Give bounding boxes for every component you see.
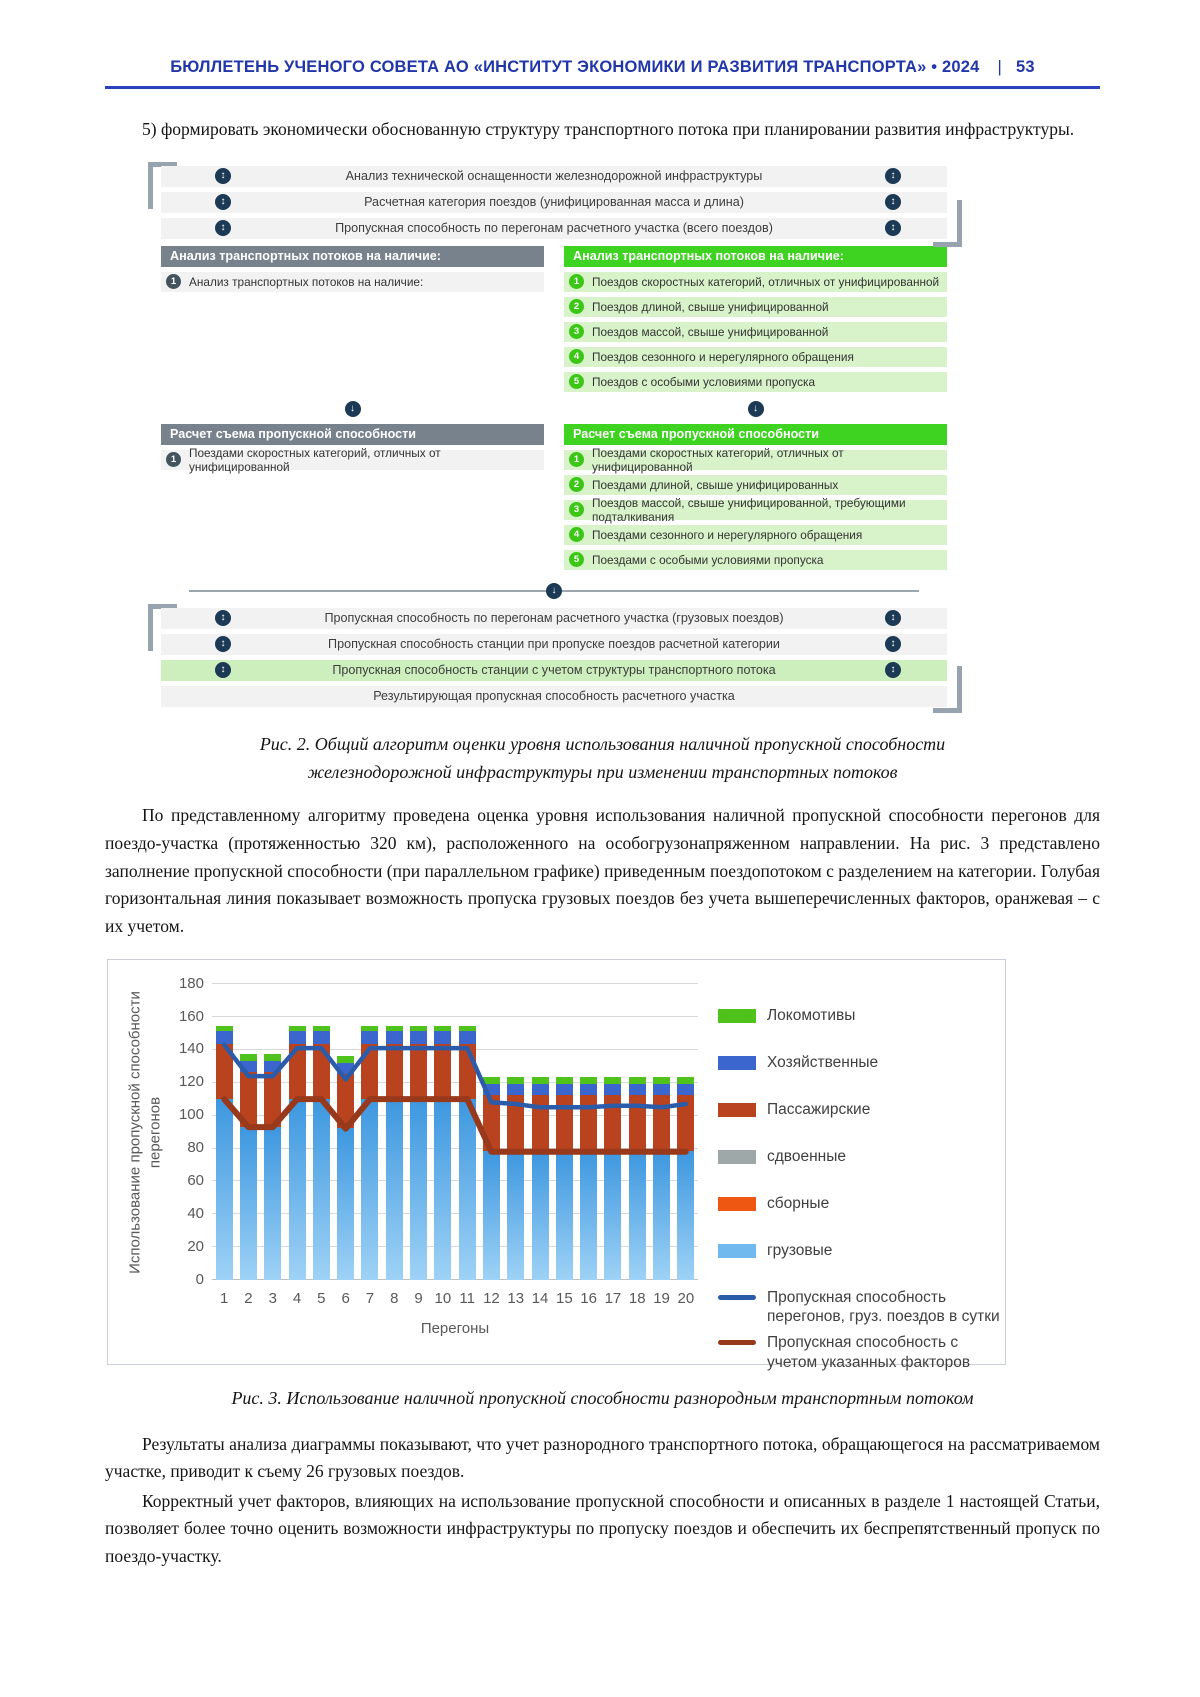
analysis-right-item-4-label: Поездов сезонного и нерегулярного обращения: [592, 349, 854, 364]
calc-right-item-3-label: Поездов массой, свыше унифицированной, требующими подталкивания: [592, 495, 906, 524]
fig2-top-block: [161, 166, 947, 239]
legend-label: Хозяйственные: [767, 1053, 879, 1071]
updown-arrow-icon: ↕: [885, 662, 901, 678]
calc-left-item-1-label: Поездами скоростных категорий, отличных от унифицированной: [189, 445, 441, 474]
y-tick-label: 100: [178, 1106, 204, 1124]
x-axis-title: Перегоны: [420, 1319, 490, 1337]
x-tick-label: 18: [628, 1289, 646, 1307]
y-tick-label: 120: [178, 1073, 204, 1091]
number-badge: 3: [569, 502, 584, 517]
fig2-bottom-row-4-label: Результирующая пропускная способность расчетного участка: [373, 689, 735, 704]
x-tick-label: 15: [555, 1289, 573, 1307]
x-tick-label: 9: [414, 1289, 423, 1307]
fig2-bottom-row-3: [161, 660, 947, 681]
analysis-right-item-3: [564, 322, 947, 342]
legend-swatch: [718, 1009, 756, 1023]
legend-swatch: [718, 1103, 756, 1117]
updown-arrow-icon: ↕: [215, 610, 231, 626]
number-badge: 5: [569, 374, 584, 389]
legend-label: Пропускная способность перегонов, груз. поездов в сутки: [767, 1288, 1000, 1325]
analysis-right-item-2-label: Поездов длиной, свыше унифицированной: [592, 299, 829, 314]
legend-label: Пропускная способность с учетом указанных факторов: [767, 1334, 971, 1371]
x-tick-label: 6: [341, 1289, 350, 1307]
legend-swatch: [718, 1056, 756, 1070]
y-tick-label: 80: [187, 1139, 204, 1157]
paragraph-3: Результаты анализа диаграммы показывают, что учет разнородного транспортного потока, обращающегося на рассматриваемом участке, приводит к съему 26 грузовых поездов.: [105, 1433, 1100, 1482]
analysis-left-section: [161, 246, 544, 292]
y-axis-title-line1: Использование пропускной способности: [126, 990, 144, 1274]
legend-label: Пассажирские: [767, 1100, 871, 1118]
updown-arrow-icon: ↕: [215, 662, 231, 678]
capacity-lines: [212, 984, 698, 1280]
x-tick-label: 4: [292, 1289, 302, 1307]
legend-item: [718, 1100, 1000, 1120]
legend-item: [718, 1194, 1000, 1214]
number-badge: 1: [569, 274, 584, 289]
fig2-top-row-3: [161, 218, 947, 239]
legend-item: [718, 1333, 1000, 1372]
analysis-right-item-2: [564, 297, 947, 317]
y-tick-label: 60: [187, 1171, 204, 1189]
legend-swatch: [718, 1295, 756, 1300]
number-badge: 4: [569, 349, 584, 364]
figure2-caption-line1: Рис. 2. Общий алгоритм оценки уровня использования наличной пропускной способности: [259, 733, 946, 754]
y-tick-label: 160: [178, 1007, 204, 1025]
number-badge: 3: [569, 324, 584, 339]
legend-item: [718, 1241, 1000, 1261]
calc-right-item-1: [564, 445, 947, 474]
legend-swatch: [718, 1340, 756, 1345]
x-axis-ticks: [212, 1290, 698, 1310]
fig2-top-row-1-label: Анализ технической оснащенности железнодорожной инфраструктуры: [345, 169, 763, 184]
calc-right-item-3: [564, 495, 947, 524]
fig2-bottom-row-2: [161, 634, 947, 655]
calc-right-item-5-label: Поездами с особыми условиями пропуска: [592, 552, 824, 567]
legend-swatch: [718, 1197, 756, 1211]
x-tick-label: 19: [653, 1289, 670, 1307]
fig2-bottom-row-3-label: Пропускная способность станции с учетом структуры транспортного потока: [332, 663, 776, 678]
analysis-right-item-5: [564, 372, 947, 392]
x-tick-label: 8: [390, 1289, 399, 1307]
fig2-calc-sections: [161, 424, 947, 570]
updown-arrow-icon: ↕: [885, 610, 901, 626]
updown-arrow-icon: ↕: [215, 220, 231, 236]
y-tick-label: 140: [178, 1040, 204, 1058]
calc-right-item-4: [564, 525, 947, 545]
analysis-right-header: Анализ транспортных потоков на наличие:: [564, 246, 947, 267]
number-badge: 4: [569, 527, 584, 542]
x-tick-label: 16: [580, 1289, 597, 1307]
legend-swatch: [718, 1244, 756, 1258]
plot-area: [212, 984, 698, 1280]
calc-left-section: [161, 424, 544, 474]
figure3-chart: [107, 959, 1006, 1371]
updown-arrow-icon: ↕: [885, 168, 901, 184]
calc-right-item-4-label: Поездами сезонного и нерегулярного обращения: [592, 527, 863, 542]
x-tick-label: 13: [507, 1289, 525, 1307]
legend-item: [718, 1147, 1000, 1167]
x-tick-label: 3: [268, 1289, 277, 1307]
paragraph-2: По представленному алгоритму проведена оценка уровня использования наличной пропускной способности перегонов для поездо-участка (протяженностью 320 км), расположенного на особогрузонапряженном направлении. На рис. 3 представлено заполнение пропускной способности (при параллельном графике) приведенным поездопотоком с разделением на категории. Голубая горизонтальная линия показывает возможность пропуска грузовых поездов без учета вышеперечисленных факторов, оранжевая – с их учетом.: [105, 805, 1100, 936]
number-badge: 2: [569, 477, 584, 492]
calc-right-item-5: [564, 550, 947, 570]
legend-item: [718, 1006, 1000, 1026]
updown-arrow-icon: ↕: [885, 194, 901, 210]
number-badge: 1: [166, 452, 181, 467]
legend-item: [718, 1288, 1000, 1327]
legend-label: грузовые: [767, 1241, 833, 1259]
number-badge: 5: [569, 552, 584, 567]
number-badge: 2: [569, 299, 584, 314]
legend-label: Локомотивы: [767, 1006, 856, 1024]
legend-label: сдвоенные: [767, 1147, 846, 1165]
fig2-top-row-2: [161, 192, 947, 213]
paragraph-1: 5) формировать экономически обоснованную структуру транспортного потока при планировании развития инфраструктуры.: [142, 119, 1075, 139]
x-tick-label: 5: [317, 1289, 326, 1307]
fig2-section-arrows: [161, 401, 947, 417]
analysis-right-item-4: [564, 347, 947, 367]
y-tick-label: 40: [187, 1204, 204, 1222]
fig2-bottom-block: [161, 608, 947, 707]
legend-label: сборные: [767, 1194, 830, 1212]
calc-right-item-2: [564, 475, 947, 495]
updown-arrow-icon: ↕: [215, 636, 231, 652]
fig2-bottom-row-4: [161, 686, 947, 707]
legend-swatch: [718, 1150, 756, 1164]
figure2-caption: [105, 731, 1100, 787]
header-separator: |: [997, 58, 1003, 76]
updown-arrow-icon: ↕: [215, 194, 231, 210]
bulletin-title: БЮЛЛЕТЕНЬ УЧЕНОГО СОВЕТА АО «ИНСТИТУТ ЭКОНОМИКИ И РАЗВИТИЯ ТРАНСПОРТА» • 2024: [170, 58, 980, 76]
analysis-right-item-5-label: Поездов с особыми условиями пропуска: [592, 374, 816, 389]
calc-right-header: Расчет съема пропускной способности: [564, 424, 947, 445]
down-arrow-icon: ↓: [748, 401, 764, 417]
number-badge: 1: [569, 452, 584, 467]
number-badge: 1: [166, 274, 181, 289]
figure2-caption-line2: железнодорожной инфраструктуры при изменении транспортных потоков: [307, 761, 898, 782]
x-tick-label: 12: [483, 1289, 500, 1307]
x-tick-label: 1: [219, 1289, 229, 1307]
calc-right-item-1-label: Поездами скоростных категорий, отличных от унифицированной: [592, 445, 844, 474]
y-tick-label: 180: [178, 974, 204, 992]
x-tick-label: 7: [365, 1289, 375, 1307]
legend-item: [718, 1053, 1000, 1073]
x-tick-label: 17: [604, 1289, 622, 1307]
page-number: 53: [1016, 58, 1035, 76]
calc-right-section: [564, 424, 947, 570]
x-tick-label: 14: [531, 1289, 549, 1307]
analysis-right-item-1-label: Поездов скоростных категорий, отличных от унифицированной: [592, 274, 940, 289]
updown-arrow-icon: ↕: [885, 220, 901, 236]
fig2-top-row-2-label: Расчетная категория поездов (унифицированная масса и длина): [364, 195, 744, 210]
y-axis-ticks: [158, 974, 204, 1288]
x-tick-label: 11: [459, 1289, 475, 1307]
chart-legend: [718, 1006, 1000, 1380]
fig2-top-row-3-label: Пропускная способность по перегонам расчетного участка (всего поездов): [335, 221, 773, 236]
analysis-right-item-1: [564, 272, 947, 292]
figure2-flowchart: [161, 166, 947, 707]
fig2-connector: [161, 580, 947, 604]
down-arrow-icon: ↓: [345, 401, 361, 417]
fig2-analysis-sections: [161, 246, 947, 392]
x-tick-label: 2: [244, 1289, 253, 1307]
analysis-left-item-1: [161, 272, 544, 292]
fig2-bottom-row-2-label: Пропускная способность станции при пропуске поездов расчетной категории: [328, 637, 780, 652]
fig2-bottom-row-1: [161, 608, 947, 629]
fig2-bottom-row-1-label: Пропускная способность по перегонам расчетного участка (грузовых поездов): [324, 611, 784, 626]
fig2-top-row-1: [161, 166, 947, 187]
bulletin-header: [105, 58, 1100, 77]
header-rule: [105, 86, 1100, 89]
calc-left-item-1: [161, 445, 544, 474]
figure3-caption: Рис. 3. Использование наличной пропускной способности разнородным транспортным потоком: [231, 1387, 974, 1408]
y-axis-title-line2: перегонов: [146, 1096, 163, 1168]
analysis-right-item-3-label: Поездов массой, свыше унифицированной: [592, 324, 829, 339]
y-tick-label: 20: [187, 1237, 204, 1255]
analysis-left-item-1-label: Анализ транспортных потоков на наличие:: [189, 274, 424, 289]
paragraph-4: Корректный учет факторов, влияющих на использование пропускной способности и описанных в разделе 1 настоящей Статьи, позволяет более точно оценить возможности инфраструктуры по пропуску поездов и обеспечить их беспрепятственный пропуск по поездо-участку.: [105, 1490, 1100, 1567]
down-arrow-icon: ↓: [546, 583, 562, 599]
updown-arrow-icon: ↕: [215, 168, 231, 184]
analysis-left-header: Анализ транспортных потоков на наличие:: [161, 246, 544, 267]
y-tick-label: 0: [195, 1270, 204, 1288]
updown-arrow-icon: ↕: [885, 636, 901, 652]
x-tick-label: 20: [677, 1289, 695, 1307]
calc-right-item-2-label: Поездами длиной, свыше унифицированных: [592, 477, 839, 492]
calc-left-header: Расчет съема пропускной способности: [161, 424, 544, 445]
analysis-right-section: [564, 246, 947, 392]
x-tick-label: 10: [434, 1289, 452, 1307]
